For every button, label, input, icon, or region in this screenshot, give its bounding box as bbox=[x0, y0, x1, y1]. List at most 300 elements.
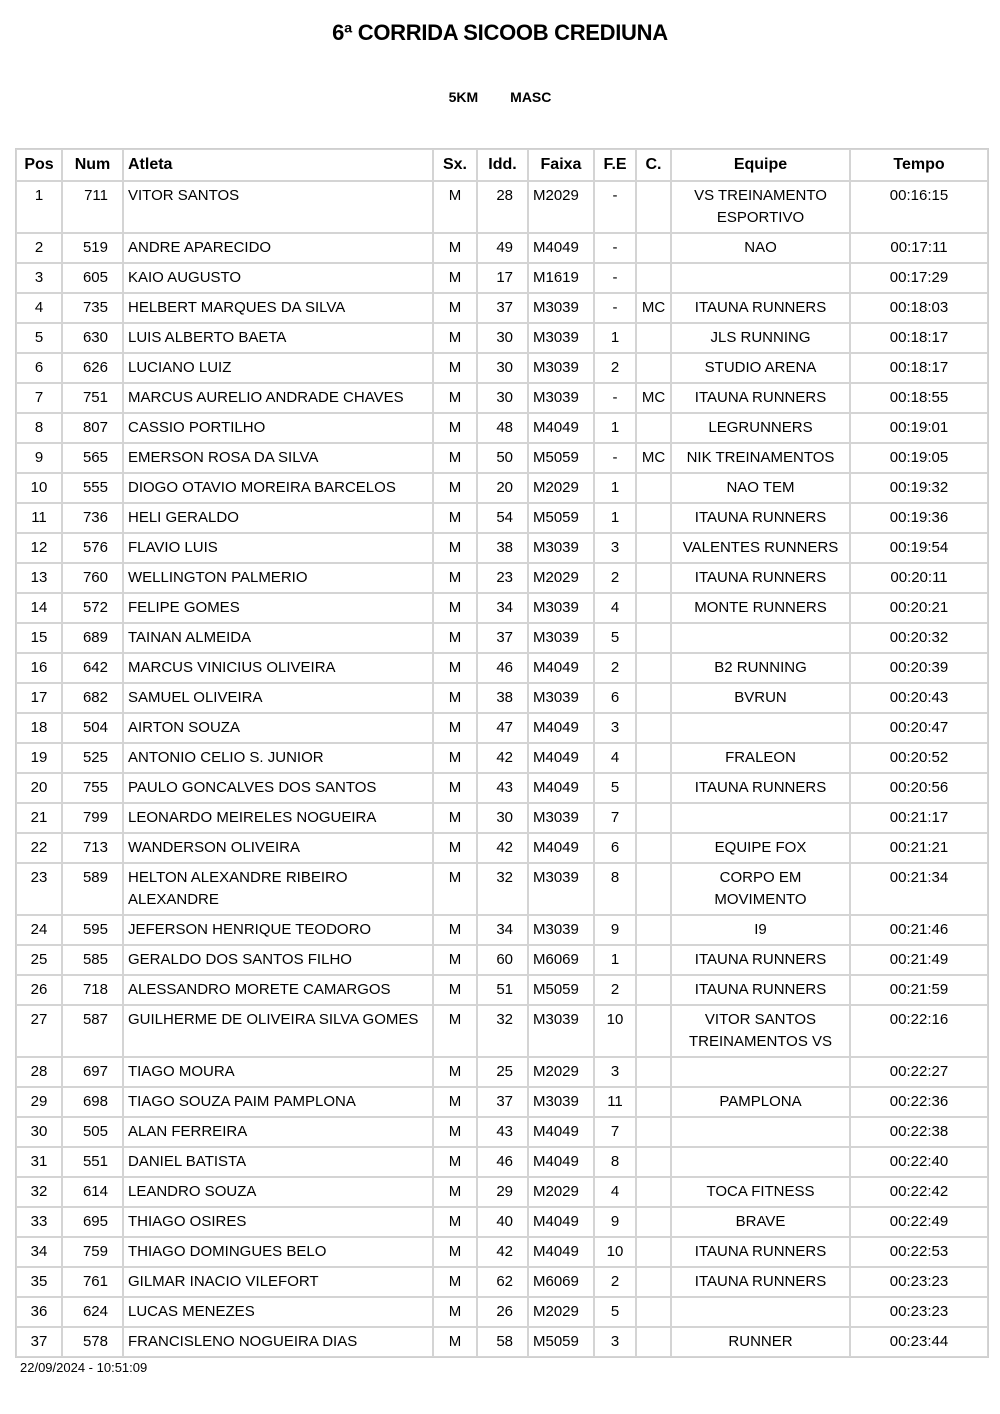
cell-pos: 26 bbox=[16, 975, 62, 1005]
cell-faixa: M4049 bbox=[528, 413, 594, 443]
cell-pos: 24 bbox=[16, 915, 62, 945]
cell-c bbox=[636, 1267, 671, 1297]
cell-faixa: M3039 bbox=[528, 533, 594, 563]
cell-faixa: M1619 bbox=[528, 263, 594, 293]
cell-tempo: 00:23:44 bbox=[850, 1327, 988, 1357]
cell-tempo: 00:21:46 bbox=[850, 915, 988, 945]
cell-atleta: MARCUS AURELIO ANDRADE CHAVES bbox=[123, 383, 433, 413]
cell-faixa: M4049 bbox=[528, 713, 594, 743]
cell-tempo: 00:20:39 bbox=[850, 653, 988, 683]
cell-idade: 34 bbox=[477, 593, 528, 623]
cell-fe: 7 bbox=[594, 803, 636, 833]
cell-tempo: 00:22:16 bbox=[850, 1005, 988, 1057]
cell-sexo: M bbox=[433, 323, 477, 353]
cell-num: 505 bbox=[62, 1117, 123, 1147]
cell-idade: 26 bbox=[477, 1297, 528, 1327]
cell-faixa: M3039 bbox=[528, 915, 594, 945]
cell-pos: 13 bbox=[16, 563, 62, 593]
cell-sexo: M bbox=[433, 833, 477, 863]
cell-pos: 1 bbox=[16, 181, 62, 233]
cell-idade: 62 bbox=[477, 1267, 528, 1297]
table-row bbox=[16, 413, 988, 443]
cell-fe: - bbox=[594, 263, 636, 293]
cell-fe: 2 bbox=[594, 653, 636, 683]
cell-sexo: M bbox=[433, 1327, 477, 1357]
cell-pos: 28 bbox=[16, 1057, 62, 1087]
cell-atleta: FELIPE GOMES bbox=[123, 593, 433, 623]
cell-pos: 37 bbox=[16, 1327, 62, 1357]
cell-num: 614 bbox=[62, 1177, 123, 1207]
cell-faixa: M5059 bbox=[528, 443, 594, 473]
cell-fe: 11 bbox=[594, 1087, 636, 1117]
table-row bbox=[16, 503, 988, 533]
cell-faixa: M3039 bbox=[528, 803, 594, 833]
cell-fe: - bbox=[594, 383, 636, 413]
cell-fe: 1 bbox=[594, 503, 636, 533]
cell-atleta: HELBERT MARQUES DA SILVA bbox=[123, 293, 433, 323]
cell-num: 698 bbox=[62, 1087, 123, 1117]
table-row bbox=[16, 1117, 988, 1147]
cell-fe: 1 bbox=[594, 945, 636, 975]
cell-idade: 32 bbox=[477, 863, 528, 915]
table-row bbox=[16, 383, 988, 413]
cell-sexo: M bbox=[433, 503, 477, 533]
subtitle bbox=[0, 89, 1000, 105]
cell-tempo: 00:19:36 bbox=[850, 503, 988, 533]
cell-fe: 2 bbox=[594, 975, 636, 1005]
cell-idade: 37 bbox=[477, 293, 528, 323]
cell-atleta: SAMUEL OLIVEIRA bbox=[123, 683, 433, 713]
cell-atleta: FLAVIO LUIS bbox=[123, 533, 433, 563]
cell-tempo: 00:21:17 bbox=[850, 803, 988, 833]
cell-tempo: 00:18:55 bbox=[850, 383, 988, 413]
cell-pos: 4 bbox=[16, 293, 62, 323]
cell-atleta: LUIS ALBERTO BAETA bbox=[123, 323, 433, 353]
cell-fe: 6 bbox=[594, 683, 636, 713]
cell-num: 589 bbox=[62, 863, 123, 915]
cell-c bbox=[636, 263, 671, 293]
cell-sexo: M bbox=[433, 353, 477, 383]
table-row bbox=[16, 181, 988, 233]
cell-faixa: M3039 bbox=[528, 593, 594, 623]
cell-equipe: NIK TREINAMENTOS bbox=[671, 443, 850, 473]
cell-sexo: M bbox=[433, 1237, 477, 1267]
cell-num: 755 bbox=[62, 773, 123, 803]
cell-idade: 58 bbox=[477, 1327, 528, 1357]
cell-atleta: HELTON ALEXANDRE RIBEIRO ALEXANDRE bbox=[123, 863, 433, 915]
cell-equipe bbox=[671, 1147, 850, 1177]
cell-num: 587 bbox=[62, 1005, 123, 1057]
cell-equipe: NAO bbox=[671, 233, 850, 263]
cell-c bbox=[636, 1087, 671, 1117]
cell-tempo: 00:23:23 bbox=[850, 1267, 988, 1297]
cell-pos: 15 bbox=[16, 623, 62, 653]
cell-idade: 46 bbox=[477, 653, 528, 683]
cell-c bbox=[636, 743, 671, 773]
cell-pos: 23 bbox=[16, 863, 62, 915]
cell-c bbox=[636, 181, 671, 233]
cell-fe: - bbox=[594, 293, 636, 323]
cell-sexo: M bbox=[433, 563, 477, 593]
page-title: 6ª CORRIDA SICOOB CREDIUNA bbox=[332, 20, 668, 45]
header-fe: F.E bbox=[594, 149, 636, 181]
table-row bbox=[16, 323, 988, 353]
table-row bbox=[16, 833, 988, 863]
cell-equipe: VITOR SANTOS TREINAMENTOS VS bbox=[671, 1005, 850, 1057]
cell-pos: 31 bbox=[16, 1147, 62, 1177]
cell-tempo: 00:21:21 bbox=[850, 833, 988, 863]
cell-c bbox=[636, 1207, 671, 1237]
cell-sexo: M bbox=[433, 533, 477, 563]
cell-fe: 4 bbox=[594, 1177, 636, 1207]
cell-pos: 34 bbox=[16, 1237, 62, 1267]
cell-atleta: LUCAS MENEZES bbox=[123, 1297, 433, 1327]
cell-atleta: HELI GERALDO bbox=[123, 503, 433, 533]
cell-tempo: 00:20:52 bbox=[850, 743, 988, 773]
cell-atleta: LEONARDO MEIRELES NOGUEIRA bbox=[123, 803, 433, 833]
table-row bbox=[16, 975, 988, 1005]
cell-pos: 9 bbox=[16, 443, 62, 473]
cell-num: 585 bbox=[62, 945, 123, 975]
cell-tempo: 00:21:49 bbox=[850, 945, 988, 975]
cell-fe: 8 bbox=[594, 1147, 636, 1177]
table-row bbox=[16, 1005, 988, 1057]
header-faixa: Faixa bbox=[528, 149, 594, 181]
cell-faixa: M6069 bbox=[528, 945, 594, 975]
cell-pos: 32 bbox=[16, 1177, 62, 1207]
cell-equipe bbox=[671, 1297, 850, 1327]
table-row bbox=[16, 263, 988, 293]
cell-faixa: M4049 bbox=[528, 833, 594, 863]
cell-idade: 30 bbox=[477, 803, 528, 833]
cell-pos: 36 bbox=[16, 1297, 62, 1327]
cell-fe: 4 bbox=[594, 743, 636, 773]
cell-fe: 10 bbox=[594, 1237, 636, 1267]
cell-sexo: M bbox=[433, 945, 477, 975]
cell-c bbox=[636, 503, 671, 533]
cell-tempo: 00:22:36 bbox=[850, 1087, 988, 1117]
cell-tempo: 00:22:27 bbox=[850, 1057, 988, 1087]
table-row bbox=[16, 1087, 988, 1117]
cell-tempo: 00:22:40 bbox=[850, 1147, 988, 1177]
cell-fe: - bbox=[594, 181, 636, 233]
cell-c bbox=[636, 1237, 671, 1267]
cell-sexo: M bbox=[433, 1177, 477, 1207]
cell-tempo: 00:20:32 bbox=[850, 623, 988, 653]
cell-sexo: M bbox=[433, 1057, 477, 1087]
cell-pos: 11 bbox=[16, 503, 62, 533]
cell-equipe: ITAUNA RUNNERS bbox=[671, 1267, 850, 1297]
cell-tempo: 00:20:21 bbox=[850, 593, 988, 623]
cell-c bbox=[636, 975, 671, 1005]
cell-equipe bbox=[671, 623, 850, 653]
cell-pos: 25 bbox=[16, 945, 62, 975]
cell-num: 630 bbox=[62, 323, 123, 353]
table-row bbox=[16, 743, 988, 773]
cell-sexo: M bbox=[433, 181, 477, 233]
table-row bbox=[16, 533, 988, 563]
cell-num: 642 bbox=[62, 653, 123, 683]
cell-fe: 9 bbox=[594, 1207, 636, 1237]
table-row bbox=[16, 1237, 988, 1267]
cell-tempo: 00:19:32 bbox=[850, 473, 988, 503]
cell-pos: 19 bbox=[16, 743, 62, 773]
table-row bbox=[16, 443, 988, 473]
cell-num: 736 bbox=[62, 503, 123, 533]
cell-tempo: 00:16:15 bbox=[850, 181, 988, 233]
cell-equipe: JLS RUNNING bbox=[671, 323, 850, 353]
cell-equipe bbox=[671, 803, 850, 833]
cell-sexo: M bbox=[433, 473, 477, 503]
cell-faixa: M2029 bbox=[528, 181, 594, 233]
cell-faixa: M4049 bbox=[528, 1117, 594, 1147]
cell-atleta: THIAGO DOMINGUES BELO bbox=[123, 1237, 433, 1267]
cell-equipe: STUDIO ARENA bbox=[671, 353, 850, 383]
cell-sexo: M bbox=[433, 863, 477, 915]
header-sexo: Sx. bbox=[433, 149, 477, 181]
cell-idade: 38 bbox=[477, 533, 528, 563]
cell-equipe: CORPO EM MOVIMENTO bbox=[671, 863, 850, 915]
cell-tempo: 00:22:42 bbox=[850, 1177, 988, 1207]
cell-c: MC bbox=[636, 443, 671, 473]
cell-fe: 3 bbox=[594, 1057, 636, 1087]
cell-equipe: ITAUNA RUNNERS bbox=[671, 945, 850, 975]
cell-sexo: M bbox=[433, 683, 477, 713]
cell-equipe: ITAUNA RUNNERS bbox=[671, 563, 850, 593]
cell-c bbox=[636, 563, 671, 593]
cell-fe: 7 bbox=[594, 1117, 636, 1147]
cell-num: 735 bbox=[62, 293, 123, 323]
cell-sexo: M bbox=[433, 413, 477, 443]
cell-equipe: ITAUNA RUNNERS bbox=[671, 503, 850, 533]
cell-sexo: M bbox=[433, 233, 477, 263]
cell-pos: 2 bbox=[16, 233, 62, 263]
cell-sexo: M bbox=[433, 623, 477, 653]
cell-c bbox=[636, 473, 671, 503]
table-row bbox=[16, 945, 988, 975]
cell-c bbox=[636, 623, 671, 653]
print-timestamp: 22/09/2024 - 10:51:09 bbox=[20, 1360, 148, 1375]
cell-idade: 43 bbox=[477, 773, 528, 803]
cell-pos: 20 bbox=[16, 773, 62, 803]
cell-fe: 3 bbox=[594, 1327, 636, 1357]
cell-c bbox=[636, 233, 671, 263]
cell-idade: 23 bbox=[477, 563, 528, 593]
cell-num: 718 bbox=[62, 975, 123, 1005]
table-row bbox=[16, 1327, 988, 1357]
cell-pos: 30 bbox=[16, 1117, 62, 1147]
cell-c bbox=[636, 833, 671, 863]
header-idade: Idd. bbox=[477, 149, 528, 181]
cell-atleta: GUILHERME DE OLIVEIRA SILVA GOMES bbox=[123, 1005, 433, 1057]
cell-num: 799 bbox=[62, 803, 123, 833]
cell-idade: 20 bbox=[477, 473, 528, 503]
cell-pos: 8 bbox=[16, 413, 62, 443]
cell-atleta: THIAGO OSIRES bbox=[123, 1207, 433, 1237]
cell-fe: 5 bbox=[594, 773, 636, 803]
cell-fe: 4 bbox=[594, 593, 636, 623]
cell-pos: 18 bbox=[16, 713, 62, 743]
cell-c bbox=[636, 413, 671, 443]
cell-pos: 14 bbox=[16, 593, 62, 623]
cell-equipe bbox=[671, 713, 850, 743]
cell-c bbox=[636, 1297, 671, 1327]
cell-sexo: M bbox=[433, 1117, 477, 1147]
cell-atleta: VITOR SANTOS bbox=[123, 181, 433, 233]
table-row bbox=[16, 1297, 988, 1327]
cell-faixa: M3039 bbox=[528, 353, 594, 383]
cell-faixa: M4049 bbox=[528, 1207, 594, 1237]
cell-fe: 3 bbox=[594, 533, 636, 563]
cell-equipe: BVRUN bbox=[671, 683, 850, 713]
table-row bbox=[16, 773, 988, 803]
cell-c bbox=[636, 713, 671, 743]
table-row bbox=[16, 713, 988, 743]
cell-num: 572 bbox=[62, 593, 123, 623]
cell-equipe: I9 bbox=[671, 915, 850, 945]
header-c: C. bbox=[636, 149, 671, 181]
cell-sexo: M bbox=[433, 803, 477, 833]
cell-equipe: BRAVE bbox=[671, 1207, 850, 1237]
cell-num: 695 bbox=[62, 1207, 123, 1237]
table-row bbox=[16, 1147, 988, 1177]
cell-num: 565 bbox=[62, 443, 123, 473]
cell-sexo: M bbox=[433, 773, 477, 803]
cell-idade: 32 bbox=[477, 1005, 528, 1057]
cell-idade: 37 bbox=[477, 623, 528, 653]
cell-fe: 5 bbox=[594, 1297, 636, 1327]
cell-atleta: FRANCISLENO NOGUEIRA DIAS bbox=[123, 1327, 433, 1357]
cell-idade: 60 bbox=[477, 945, 528, 975]
cell-faixa: M4049 bbox=[528, 1237, 594, 1267]
cell-c bbox=[636, 803, 671, 833]
table-row bbox=[16, 593, 988, 623]
cell-idade: 25 bbox=[477, 1057, 528, 1087]
cell-equipe: ITAUNA RUNNERS bbox=[671, 773, 850, 803]
header-equipe: Equipe bbox=[671, 149, 850, 181]
cell-num: 504 bbox=[62, 713, 123, 743]
cell-tempo: 00:18:17 bbox=[850, 353, 988, 383]
cell-tempo: 00:20:11 bbox=[850, 563, 988, 593]
cell-equipe: ITAUNA RUNNERS bbox=[671, 975, 850, 1005]
cell-num: 760 bbox=[62, 563, 123, 593]
cell-tempo: 00:22:53 bbox=[850, 1237, 988, 1267]
cell-faixa: M4049 bbox=[528, 773, 594, 803]
table-row bbox=[16, 915, 988, 945]
cell-num: 525 bbox=[62, 743, 123, 773]
cell-atleta: TIAGO SOUZA PAIM PAMPLONA bbox=[123, 1087, 433, 1117]
cell-c bbox=[636, 1327, 671, 1357]
cell-tempo: 00:20:56 bbox=[850, 773, 988, 803]
table-row bbox=[16, 293, 988, 323]
cell-pos: 5 bbox=[16, 323, 62, 353]
cell-num: 697 bbox=[62, 1057, 123, 1087]
cell-idade: 42 bbox=[477, 1237, 528, 1267]
cell-faixa: M3039 bbox=[528, 323, 594, 353]
table-row bbox=[16, 863, 988, 915]
cell-equipe: PAMPLONA bbox=[671, 1087, 850, 1117]
cell-equipe: VALENTES RUNNERS bbox=[671, 533, 850, 563]
cell-sexo: M bbox=[433, 1005, 477, 1057]
cell-fe: 5 bbox=[594, 623, 636, 653]
cell-pos: 17 bbox=[16, 683, 62, 713]
cell-faixa: M3039 bbox=[528, 683, 594, 713]
cell-atleta: ALESSANDRO MORETE CAMARGOS bbox=[123, 975, 433, 1005]
cell-pos: 7 bbox=[16, 383, 62, 413]
cell-equipe: TOCA FITNESS bbox=[671, 1177, 850, 1207]
cell-equipe bbox=[671, 1117, 850, 1147]
cell-pos: 33 bbox=[16, 1207, 62, 1237]
table-row bbox=[16, 683, 988, 713]
cell-fe: 8 bbox=[594, 863, 636, 915]
cell-c bbox=[636, 1177, 671, 1207]
cell-faixa: M3039 bbox=[528, 1005, 594, 1057]
table-row bbox=[16, 653, 988, 683]
cell-tempo: 00:22:49 bbox=[850, 1207, 988, 1237]
cell-fe: 2 bbox=[594, 353, 636, 383]
table-row bbox=[16, 1177, 988, 1207]
cell-idade: 51 bbox=[477, 975, 528, 1005]
cell-num: 711 bbox=[62, 181, 123, 233]
cell-equipe: EQUIPE FOX bbox=[671, 833, 850, 863]
cell-fe: 2 bbox=[594, 563, 636, 593]
cell-faixa: M5059 bbox=[528, 503, 594, 533]
cell-faixa: M2029 bbox=[528, 473, 594, 503]
cell-atleta: DANIEL BATISTA bbox=[123, 1147, 433, 1177]
cell-tempo: 00:20:43 bbox=[850, 683, 988, 713]
results-table bbox=[15, 148, 989, 1358]
cell-atleta: ANTONIO CELIO S. JUNIOR bbox=[123, 743, 433, 773]
cell-equipe bbox=[671, 263, 850, 293]
cell-tempo: 00:18:03 bbox=[850, 293, 988, 323]
cell-sexo: M bbox=[433, 383, 477, 413]
cell-tempo: 00:17:11 bbox=[850, 233, 988, 263]
header-pos: Pos bbox=[16, 149, 62, 181]
cell-idade: 29 bbox=[477, 1177, 528, 1207]
cell-sexo: M bbox=[433, 1147, 477, 1177]
cell-tempo: 00:21:34 bbox=[850, 863, 988, 915]
cell-atleta: EMERSON ROSA DA SILVA bbox=[123, 443, 433, 473]
cell-equipe: B2 RUNNING bbox=[671, 653, 850, 683]
cell-c bbox=[636, 533, 671, 563]
cell-equipe: NAO TEM bbox=[671, 473, 850, 503]
cell-idade: 42 bbox=[477, 833, 528, 863]
distance: 5KM bbox=[448, 89, 479, 105]
table-row bbox=[16, 1267, 988, 1297]
cell-tempo: 00:19:54 bbox=[850, 533, 988, 563]
cell-idade: 17 bbox=[477, 263, 528, 293]
cell-c bbox=[636, 1057, 671, 1087]
cell-num: 551 bbox=[62, 1147, 123, 1177]
cell-num: 713 bbox=[62, 833, 123, 863]
cell-num: 807 bbox=[62, 413, 123, 443]
cell-faixa: M3039 bbox=[528, 1087, 594, 1117]
cell-atleta: KAIO AUGUSTO bbox=[123, 263, 433, 293]
cell-sexo: M bbox=[433, 1297, 477, 1327]
cell-faixa: M6069 bbox=[528, 1267, 594, 1297]
cell-equipe: MONTE RUNNERS bbox=[671, 593, 850, 623]
cell-atleta: LUCIANO LUIZ bbox=[123, 353, 433, 383]
cell-num: 555 bbox=[62, 473, 123, 503]
cell-faixa: M2029 bbox=[528, 563, 594, 593]
cell-num: 578 bbox=[62, 1327, 123, 1357]
cell-sexo: M bbox=[433, 443, 477, 473]
cell-pos: 10 bbox=[16, 473, 62, 503]
table-row bbox=[16, 1207, 988, 1237]
cell-c bbox=[636, 1005, 671, 1057]
cell-sexo: M bbox=[433, 1207, 477, 1237]
cell-faixa: M4049 bbox=[528, 743, 594, 773]
